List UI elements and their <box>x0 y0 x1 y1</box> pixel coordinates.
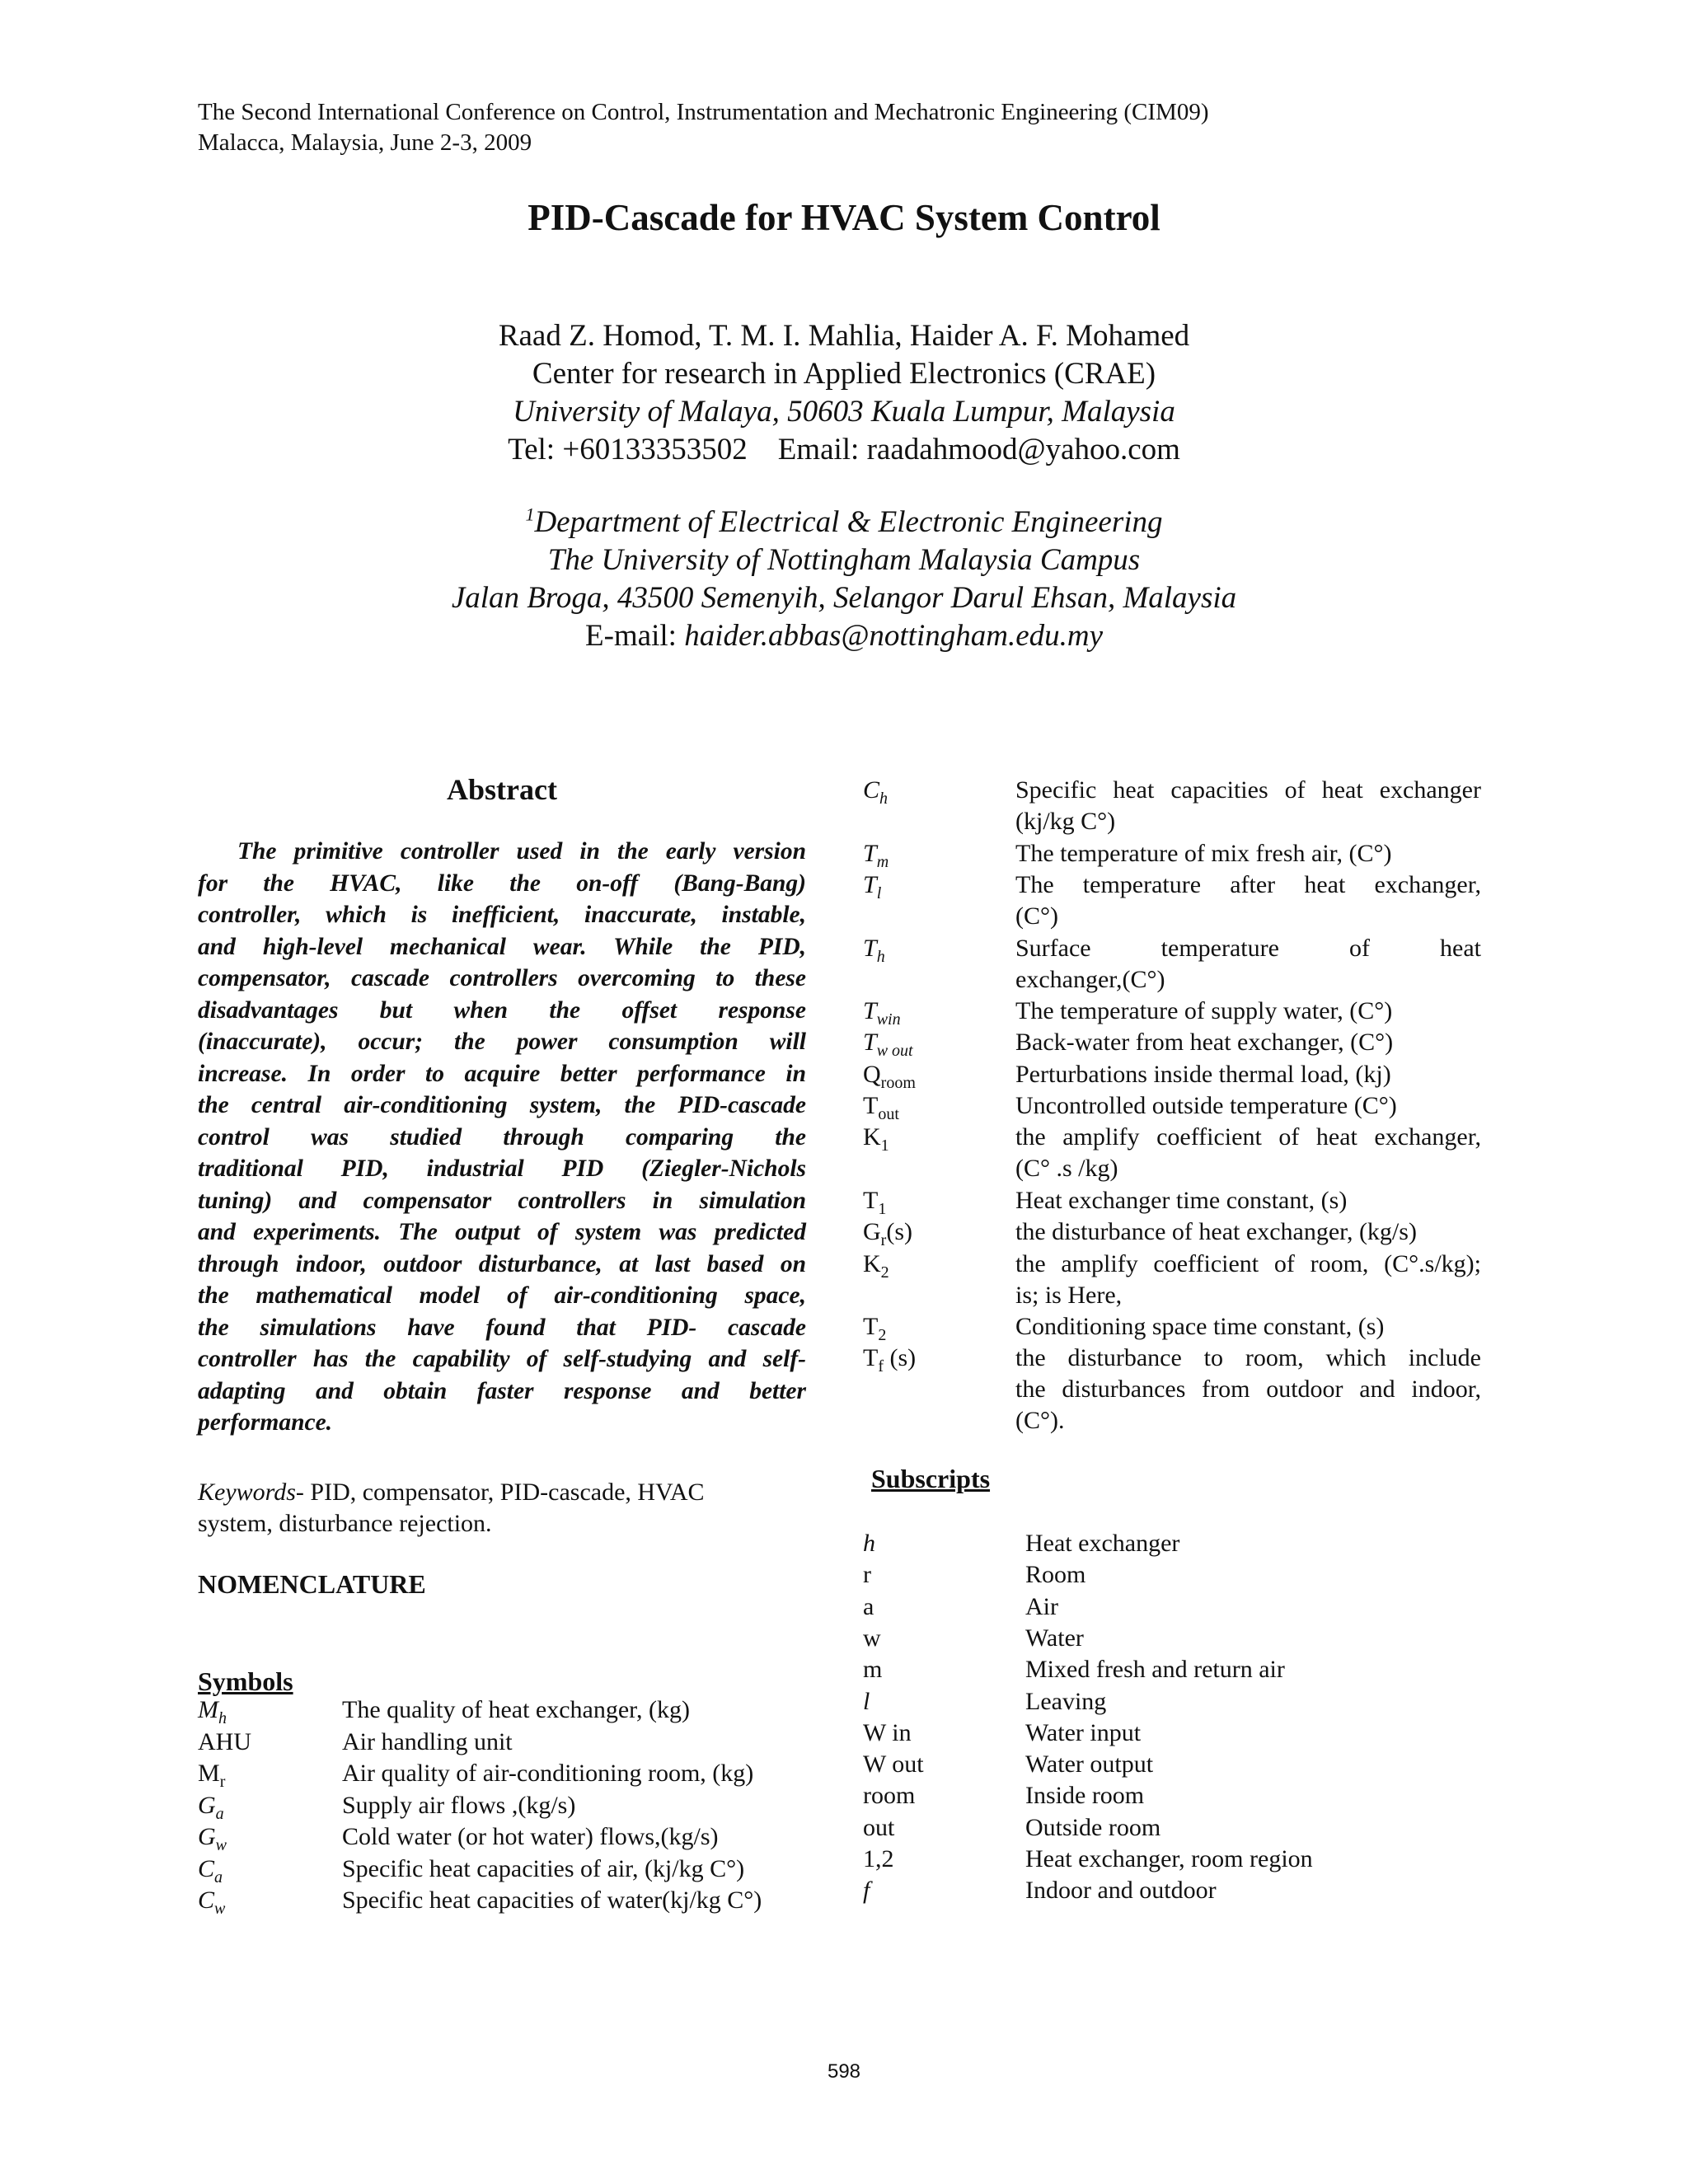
abstract-line: tuning) and compensator controllers in simulation <box>198 1187 806 1214</box>
email-address: haider.abbas@nottingham.edu.my <box>684 619 1104 653</box>
symbol-subscript: win <box>876 1010 901 1029</box>
symbol-subscript: a <box>214 1868 223 1886</box>
symbol-description: Air handling unit <box>342 1727 513 1755</box>
symbol <box>198 1821 227 1853</box>
symbol-description <box>1015 1027 1481 1058</box>
description-line: The temperature after heat exchanger, <box>1015 870 1481 898</box>
description-line: Heat exchanger time constant, (s) <box>1015 1186 1348 1214</box>
symbol <box>863 1059 916 1090</box>
keywords-line-1: PID, compensator, PID-cascade, HVAC <box>303 1479 705 1506</box>
abstract-line: performance. <box>198 1409 333 1436</box>
symbol-description <box>1015 996 1481 1027</box>
symbol-subscript: a <box>215 1804 224 1823</box>
symbol <box>863 1343 916 1374</box>
description-line: Surface temperature of heat <box>1015 934 1481 962</box>
symbol-letter: T <box>863 1313 879 1341</box>
symbol <box>863 1249 889 1280</box>
subscript-symbol: r <box>863 1561 871 1589</box>
symbol-letter: M <box>198 1760 220 1787</box>
subscript-description: Room <box>1025 1561 1086 1589</box>
symbol-description <box>1015 1343 1481 1436</box>
symbol <box>198 1694 227 1726</box>
symbol-description <box>1015 1059 1481 1090</box>
abstract-line: the central air-conditioning system, the PID-cascade <box>198 1092 806 1118</box>
affiliation-marker: 1 <box>525 504 535 525</box>
symbol-letter: T <box>863 934 877 962</box>
contact-info: Tel: +60133353502 Email: raadahmood@yahoo.com <box>508 433 1180 466</box>
subscript-description: Water <box>1025 1624 1084 1652</box>
symbol <box>198 1758 225 1789</box>
subscripts-heading: Subscripts <box>871 1464 991 1493</box>
symbol <box>863 933 885 964</box>
symbol-subscript: w out <box>876 1042 913 1061</box>
symbol <box>863 869 881 901</box>
symbol-suffix: (s) <box>886 1218 912 1246</box>
keywords <box>198 1477 806 1540</box>
subscript-symbol: out <box>863 1813 895 1841</box>
symbol-letter: K <box>863 1249 881 1277</box>
abstract-line: through indoor, outdoor disturbance, at last based on <box>198 1250 806 1277</box>
abstract-line: disadvantages but when the offset response <box>198 996 806 1024</box>
symbol <box>863 1027 913 1061</box>
abstract-line: control was studied through comparing the <box>198 1123 806 1151</box>
symbol <box>863 1311 886 1343</box>
symbol-description <box>1015 775 1481 837</box>
email-line <box>0 617 1688 655</box>
email-label: E-mail: <box>584 619 685 653</box>
keywords-label: Keywords- <box>198 1479 304 1506</box>
description-line: The temperature of supply water, (C°) <box>1015 997 1393 1025</box>
symbol <box>198 1727 251 1758</box>
description-line: the disturbance of heat exchanger, (kg/s) <box>1015 1218 1417 1246</box>
symbol-subscript: h <box>218 1709 227 1727</box>
description-line: The temperature of mix fresh air, (C°) <box>1015 839 1392 867</box>
abstract-line: controller, which is inefficient, inaccurate, instable, <box>198 902 806 928</box>
symbol-letter: K <box>863 1123 881 1151</box>
symbol-subscript: 1 <box>880 1137 889 1155</box>
subscript-symbol: f <box>863 1877 870 1905</box>
subscript-description: Water output <box>1025 1750 1154 1779</box>
paper-title: PID-Cascade for HVAC System Control <box>528 197 1160 238</box>
subscript-symbol: W out <box>863 1750 924 1779</box>
description-line: the disturbances from outdoor and indoor, <box>1015 1376 1481 1404</box>
subscript-symbol: room <box>863 1782 916 1810</box>
symbol-letter: G <box>198 1823 216 1850</box>
campus: The University of Nottingham Malaysia Campus <box>547 543 1141 577</box>
abstract-line: compensator, cascade controllers overcoming to these <box>198 965 806 991</box>
description-line: (kj/kg C°) <box>1015 808 1116 835</box>
conference-header <box>198 97 1209 158</box>
symbol-description <box>1015 1185 1481 1216</box>
description-line: the disturbance to room, which include <box>1015 1344 1481 1372</box>
symbol-letter: M <box>198 1696 218 1723</box>
conference-location: Malacca, Malaysia, June 2-3, 2009 <box>198 129 532 156</box>
symbol-description <box>1015 1216 1481 1248</box>
symbols-heading: Symbols <box>198 1666 293 1696</box>
subscript-symbol: W in <box>863 1718 912 1746</box>
subscript-description: Air <box>1025 1592 1058 1620</box>
symbol-letter: T <box>863 1092 879 1119</box>
symbol-description: Supply air flows ,(kg/s) <box>342 1791 576 1819</box>
symbol <box>863 1122 889 1153</box>
symbol-suffix: (s) <box>884 1344 917 1372</box>
subscript-description: Outside room <box>1025 1813 1161 1841</box>
symbol-letter: T <box>863 839 877 867</box>
symbol-description <box>1015 1249 1481 1311</box>
abstract-line: the mathematical model of air-conditioning space, <box>198 1282 806 1309</box>
symbol <box>198 1885 225 1916</box>
symbol-description <box>1015 838 1481 869</box>
subscript-symbol: 1,2 <box>863 1845 894 1872</box>
symbol-letter: AHU <box>198 1727 251 1755</box>
university: University of Malaya, 50603 Kuala Lumpur, Malaysia <box>513 395 1175 429</box>
description-line: Conditioning space time constant, (s) <box>1015 1313 1385 1341</box>
symbol <box>198 1854 223 1885</box>
author-affiliation-2 <box>0 504 1688 655</box>
subscript-description: Inside room <box>1025 1782 1145 1810</box>
author-affiliation-1 <box>0 317 1688 469</box>
symbol-description: Specific heat capacities of air, (kj/kg C°) <box>342 1854 745 1882</box>
symbol-letter: G <box>198 1791 216 1819</box>
description-line: Specific heat capacities of heat exchanger <box>1015 776 1481 804</box>
department-line <box>0 504 1688 541</box>
symbol-description: The quality of heat exchanger, (kg) <box>342 1696 690 1723</box>
description-line: (C°). <box>1015 1407 1065 1435</box>
abstract-line: controller has the capability of self-studying and self- <box>198 1346 806 1372</box>
abstract-line: adapting and obtain faster response and better <box>198 1377 806 1404</box>
nomenclature-heading: NOMENCLATURE <box>198 1569 426 1599</box>
symbol <box>863 775 888 806</box>
subscript-description: Water input <box>1025 1718 1142 1746</box>
abstract-line: and high-level mechanical wear. While the PID, <box>198 933 806 960</box>
page-number: 598 <box>827 2060 861 2083</box>
symbol-letter: T <box>863 870 877 898</box>
subscript-description: Heat exchanger <box>1025 1530 1180 1557</box>
subscript-description: Indoor and outdoor <box>1025 1877 1217 1905</box>
subscript-description: Leaving <box>1025 1687 1107 1715</box>
subscript-symbol: h <box>863 1530 875 1557</box>
symbol-letter: T <box>863 1029 877 1057</box>
symbol-description <box>1015 1090 1481 1122</box>
abstract-line: traditional PID, industrial PID (Ziegler-Nichols <box>198 1155 806 1182</box>
symbol <box>863 1090 899 1122</box>
symbol-letter: C <box>863 776 880 804</box>
research-center: Center for research in Applied Electronics (CRAE) <box>532 357 1156 391</box>
subscript-description: Mixed fresh and return air <box>1025 1656 1285 1684</box>
symbol <box>863 996 901 1027</box>
conference-name: The Second International Conference on Control, Instrumentation and Mechatronic Engineering (CIM09) <box>198 99 1209 125</box>
description-line: is; is Here, <box>1015 1281 1123 1309</box>
abstract-line: and experiments. The output of system was predicted <box>198 1219 806 1245</box>
subscript-symbol: l <box>863 1687 870 1715</box>
symbol-subscript: m <box>876 852 889 871</box>
symbol-description: Air quality of air-conditioning room, (kg) <box>342 1760 754 1787</box>
subscript-symbol: a <box>863 1592 874 1620</box>
symbol <box>863 1185 886 1216</box>
abstract-line: the simulations have found that PID- cascade <box>198 1314 806 1341</box>
description-line: Perturbations inside thermal load, (kj) <box>1015 1060 1391 1088</box>
description-line: Back-water from heat exchanger, (C°) <box>1015 1029 1394 1057</box>
symbol-letter: C <box>198 1854 215 1882</box>
keywords-line-2: system, disturbance rejection. <box>198 1510 492 1537</box>
department: Department of Electrical & Electronic Engineering <box>534 505 1163 539</box>
abstract-body <box>198 836 806 1439</box>
symbol-description <box>1015 1122 1481 1184</box>
symbol-subscript: h <box>879 790 889 808</box>
symbol-subscript: w <box>214 1900 226 1918</box>
symbol-description <box>1015 1311 1481 1343</box>
authors: Raad Z. Homod, T. M. I. Mahlia, Haider A. F. Mohamed <box>498 319 1190 353</box>
symbol-subscript: r <box>219 1773 226 1791</box>
subscript-symbol: w <box>863 1624 881 1652</box>
symbol-subscript: room <box>880 1073 916 1092</box>
symbol-subscript: l <box>876 883 882 902</box>
description-line: exchanger,(C°) <box>1015 965 1165 993</box>
symbol-letter: T <box>863 997 877 1025</box>
description-line: the amplify coefficient of heat exchanger, <box>1015 1123 1481 1151</box>
symbol <box>863 1216 912 1248</box>
subscript-symbol: m <box>863 1656 883 1684</box>
symbol-subscript: w <box>215 1836 227 1854</box>
symbol-letter: Q <box>863 1060 881 1088</box>
abstract-line: (inaccurate), occur; the power consumption will <box>198 1029 806 1055</box>
description-line: (C° .s /kg) <box>1015 1155 1118 1183</box>
symbol <box>198 1790 224 1821</box>
symbol-letter: G <box>863 1218 881 1246</box>
description-line: Uncontrolled outside temperature (C°) <box>1015 1092 1397 1119</box>
symbol-subscript: 2 <box>880 1263 889 1282</box>
symbol-subscript: f <box>878 1357 884 1376</box>
symbol-description <box>1015 933 1481 996</box>
symbol-subscript: 1 <box>878 1199 887 1218</box>
symbol-subscript: h <box>876 947 885 966</box>
symbol <box>863 838 889 869</box>
symbol-letter: T <box>863 1344 879 1372</box>
description-line: (C°) <box>1015 902 1058 930</box>
description-line: the amplify coefficient of room, (C°.s/kg); <box>1015 1249 1481 1277</box>
abstract-line: increase. In order to acquire better performance in <box>198 1060 806 1087</box>
abstract-heading: Abstract <box>447 773 557 806</box>
symbol-letter: T <box>863 1186 879 1214</box>
symbol-subscript: r <box>880 1231 887 1250</box>
subscript-description: Heat exchanger, room region <box>1025 1845 1313 1872</box>
abstract-line: for the HVAC, like the on-off (Bang-Bang) <box>198 869 806 897</box>
address: Jalan Broga, 43500 Semenyih, Selangor Darul Ehsan, Malaysia <box>451 581 1237 615</box>
symbol-description: Specific heat capacities of water(kj/kg C°) <box>342 1886 762 1914</box>
symbol-letter: C <box>198 1886 215 1914</box>
symbol-subscript: 2 <box>878 1326 887 1345</box>
abstract-line: The primitive controller used in the early version <box>237 838 806 865</box>
symbol-description <box>1015 869 1481 932</box>
symbol-description: Cold water (or hot water) flows,(kg/s) <box>342 1823 719 1850</box>
symbol-subscript: out <box>878 1105 899 1123</box>
